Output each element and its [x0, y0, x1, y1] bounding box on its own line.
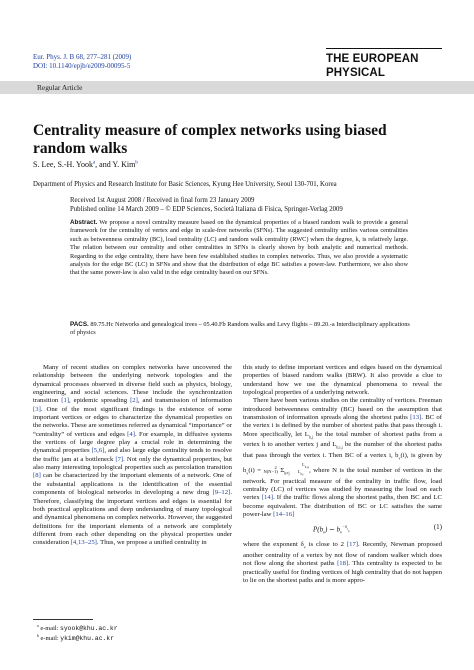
pacs-text: 89.75.Hc Networks and genealogical trees – 05.40.Fb Random walks and Levy flights – 89.20.-a Interdisciplinary applications of physics	[70, 321, 410, 337]
footnote-label: e-mail:	[40, 635, 61, 643]
journal-rule-top	[326, 48, 442, 49]
paragraph: There have been various studies on the centrality of vertices. Freeman introduced betweenness centrality (BC) based on the assumption that transmission of information spreads along the shortest paths [13]. BC of the vertex i is defined by the number of shortest paths that pass through i. More specifically, let $L_{h,j}$ be the total number of shortest paths from a vertex h to another vertex j and $L_{h,i,j}$ be the number of the shortest paths that pass through the vertex i. Then BC of a vertex i, $b_v(i)$, is given by $b_v(i) = 2$ N(N−1) $\Sigma_{h\ne j}$ $L_{h,i,j}$ $L_{h,j}$, where N is the total number of vertices in the network. For practical measure of the centrality in traffic flow, load centrality (LC) of vertices was studied by measuring the load on each vertex [14]. If the traffic flows along the shortest paths, then BC and LC become equivalent. The distribution of BC or LC satisfies the same power-law [14–16]	[243, 397, 443, 518]
text-run: be the total number of shortest paths from a vertex h to another vertex j and L	[243, 430, 442, 449]
reference-link[interactable]: [5,6]	[91, 447, 105, 455]
pacs-label: PACS.	[70, 321, 89, 328]
text-run: can be characterized by the important elements of a network. One of the substantial applications is the identification of the essential components of biological networks in developing a new drug	[33, 472, 232, 497]
text-run: (i) =	[248, 466, 264, 474]
reference-link[interactable]: [17]	[346, 541, 359, 549]
journal-name-line2: PHYSICAL	[326, 67, 385, 79]
abstract	[70, 219, 408, 278]
author-footnote-mark-a[interactable]: a	[93, 160, 96, 166]
citation-line: Eur. Phys. J. B 68, 277–281 (2009)	[33, 53, 132, 61]
text-run: is close to 2	[305, 541, 347, 549]
text-run: . Thus, we propose a unified centrality in	[96, 539, 207, 547]
email-link[interactable]: syook@khu.ac.kr	[60, 625, 118, 633]
text-run: . For example, in diffusive systems the vertices of large degree play a crucial role in determining the dynamical properties	[33, 430, 232, 455]
reference-link[interactable]: [14]	[261, 494, 273, 502]
footnote-rule	[33, 619, 93, 620]
citation	[33, 53, 131, 71]
doi-link[interactable]: DOI: 10.1140/epjb/e2009-00095-5	[33, 62, 131, 70]
abstract-label: Abstract.	[70, 219, 98, 226]
paragraph: this study to define important vertices and edges based on the dynamical properties of biased random walks (BRW). It also provide a clue to understand how we use the dynamical phenomena to reveal the topological properties of a underlying network.	[243, 364, 442, 397]
text-run: . This centrality is expected to be practically useful for finding vertices of high centrality that do not happen to lie on the shortest paths and is more appro-	[243, 560, 442, 584]
authors	[33, 160, 138, 169]
formula-fraction: 2 N(N−1)	[263, 464, 278, 475]
received-dates	[70, 197, 343, 214]
reference-link[interactable]: [4]	[127, 430, 135, 438]
footnote-mark: a	[37, 624, 39, 628]
pacs	[70, 321, 415, 338]
text-run: . Not only the dynamical properties, but also many interesting topological properties such as percolation transition	[33, 455, 233, 472]
reference-link[interactable]: [13]	[410, 414, 422, 422]
article-type: Regular Article	[37, 83, 83, 92]
reference-link[interactable]: [18]	[337, 560, 349, 568]
text-run: Many of recent studies on complex networks have uncovered the relationship between the underlying network topologies and the dynamical processes observed in diverse field such as physics, biology, engineering, and social sciences. These include the synchronization transition	[33, 364, 232, 405]
journal-name-line1: THE EUROPEAN	[326, 53, 419, 65]
reference-link[interactable]: [4,13–25]	[70, 539, 97, 547]
reference-link[interactable]: [9–12]	[212, 489, 231, 497]
text-run: (i), is given by b	[243, 452, 443, 474]
affiliation: Department of Physics and Research Institute for Basic Sciences, Kyung Hee University, Seoul 130-701, Korea	[33, 181, 337, 188]
left-column	[33, 364, 232, 548]
reference-link[interactable]: [2]	[130, 397, 138, 405]
author-names-cont: , and Y. Kim	[95, 160, 136, 169]
author-footnote-mark-b[interactable]: b	[135, 160, 138, 166]
paper-title: Centrality measure of complex networks using biased random walks	[33, 122, 387, 157]
reference-link[interactable]: [8]	[33, 472, 41, 480]
text-run: , and also large edge centrality tends to resolve the traffic jam at a bottleneck	[33, 447, 232, 463]
abstract-text: We propose a novel centrality measure based on the dynamical properties of a biased random walk to provide a general framework for the centrality of vertex and edge in scale-free networks (SFNs). The suggested centrality unifies various centralities such as betweenness centrality (BC), load centrality (LC) and random walk centrality (RWC) when the degree, k, is relatively large. The relation between our centrality and other centralities in SFNs is clearly shown by both analytic and numerical methods. Regarding to the edge centrality, there have been few established studies in complex networks. Thus, we also provide a systematic analysis for the edge BC (LC) in SFNs and show that the distribution of edge BC satisfies a power-law. Furthermore, we also show that the same power-law is also valid in the edge centrality based on our SFNs.	[70, 219, 408, 277]
text-run: where the exponent δ	[243, 541, 304, 549]
intro-paragraph	[33, 364, 232, 548]
received-line: Received 1st August 2008 / Received in final form 23 January 2009	[70, 197, 255, 204]
equation-1	[243, 523, 442, 535]
right-column	[243, 364, 442, 585]
reference-link[interactable]: [14–16]	[273, 510, 295, 518]
footnote-a	[37, 624, 118, 632]
text-run: . BC of the vertex i is defined by the number of shortest paths that pass through i. More specifically, let L	[243, 414, 442, 438]
text-run: . Recently, Newman proposed another centrality of a vertex by not flow of random walker which does not flow along the shortest paths	[243, 541, 442, 568]
equation-text: ) ∼ b	[324, 525, 341, 534]
text-run: , epidemic spreading	[69, 397, 131, 405]
text-run: where N is the total number of vertices in the network. For practical measure of the centrality in traffic flow, load centrality (LC) of vertices was studied by measuring the load on each vertex	[243, 466, 442, 502]
footnote-mark: b	[37, 634, 39, 638]
reference-link[interactable]: [7]	[115, 455, 124, 463]
footnote-b	[37, 634, 114, 642]
author-names: S. Lee, S.-H. Yook	[33, 160, 94, 169]
text-run: . Therefore, classifying the important vertices and edges is essential for both practical applications and deep understanding of many topological and dynamical phenomena on complex networks. However, the suggested definitions for the important elements of a network are completely different from each other depending on the physical properties under consideration	[33, 489, 232, 547]
equation-text: P(b	[313, 525, 324, 534]
equation-number: (1)	[433, 523, 442, 532]
footnote-label: e-mail:	[40, 625, 61, 633]
reference-link[interactable]: [1]	[61, 397, 70, 405]
email-link[interactable]: ykim@khu.ac.kr	[60, 635, 114, 643]
equation-body: $P(b_v)$ ∼ $b_v^{-\delta_v}$,	[313, 524, 350, 535]
text-run: There have been various studies on the centrality of vertices. Freeman introduced betweenness centrality (BC) based on the assumption that transmission of information spreads along the shortest paths	[243, 397, 442, 422]
text-run: be the number of the shortest paths that pass through the vertex i. Then BC of a vertex i, b	[243, 441, 442, 460]
text-run: , and transmission of information	[137, 397, 232, 405]
text-run: . If the traffic flows along the shortest paths, then BC and LC become equivalent. The distribution of BC or LC satisfies the same power-law	[243, 494, 442, 518]
paragraph: where the exponent $\delta_v$ is close to 2 [17]. Recently, Newman proposed another centrality of a vertex by not flow of random walker which does not flow along the shortest paths [18]. This centrality is expected to be practically useful for finding vertices of high centrality that do not happen to lie on the shortest paths and is more appro-	[243, 541, 442, 584]
reference-link[interactable]: [3]	[33, 405, 41, 413]
formula-fraction: $L_{h,i,j}$ $L_{h,j}$	[297, 461, 310, 477]
text-run: . One of the most significant findings is the existence of some important vertices or edges to characterize the dynamical properties on the networks. These are sometimes referred as dynamical “importance” or “centrality” of vertices and edges	[33, 405, 232, 438]
published-line: Published online 14 March 2009 – © EDP Sciences, Società Italiana di Fisica, Springer-Verlag 2009	[70, 205, 343, 213]
